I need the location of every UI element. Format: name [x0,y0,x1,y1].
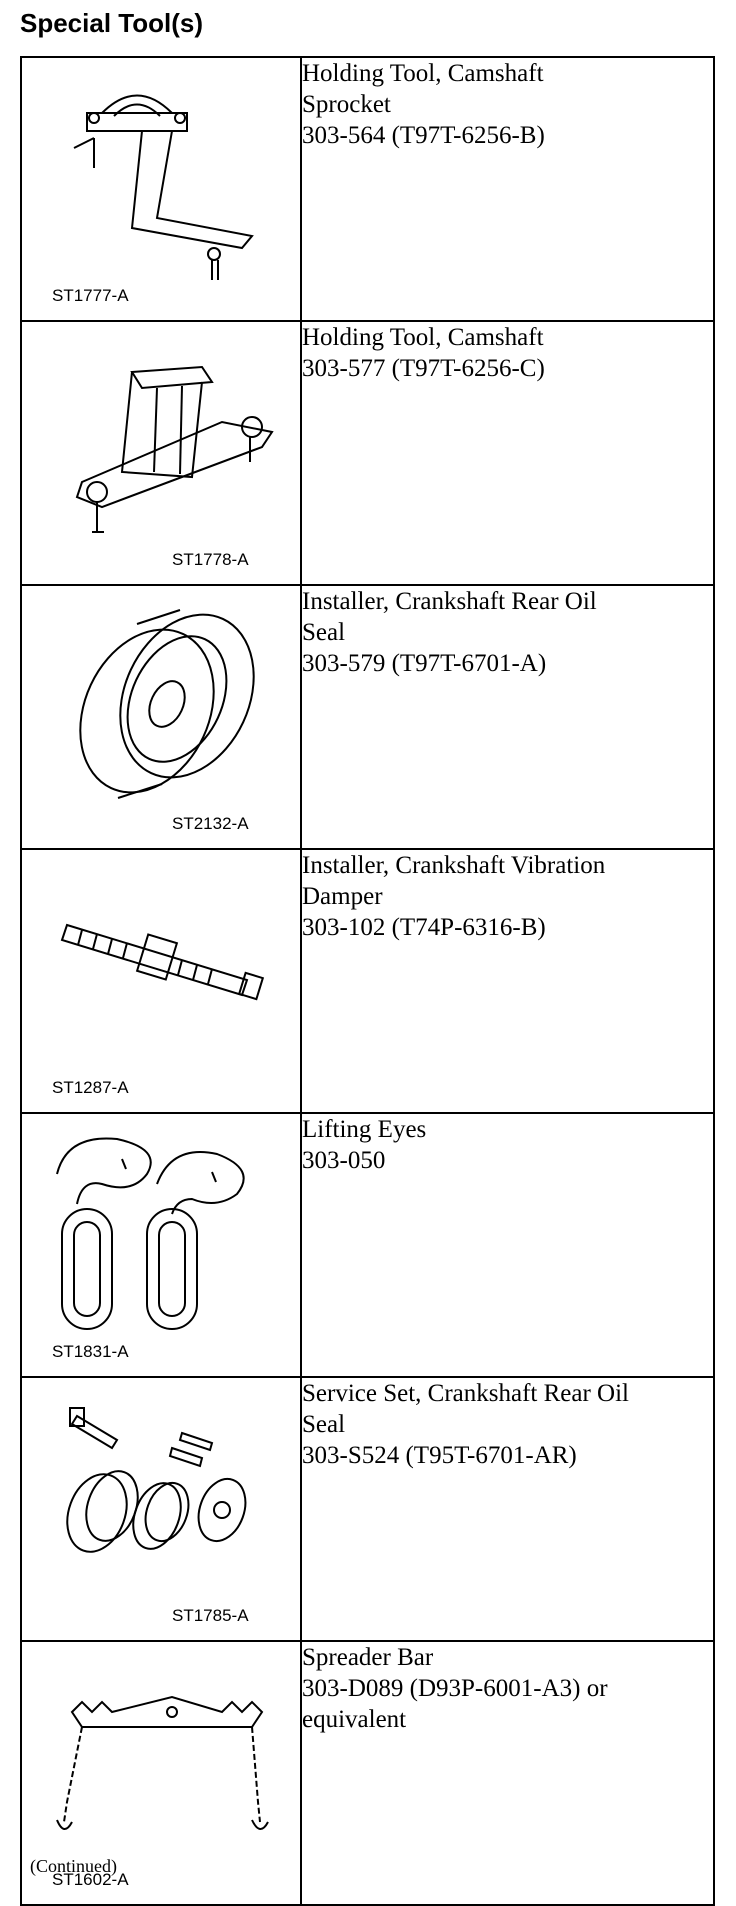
tool-row [21,1113,714,1377]
tool-illustration-cell [21,1377,301,1641]
tool-row [21,849,714,1113]
tool-description-line: Holding Tool, Camshaft [302,60,544,87]
tool-figure-code: ST1602-A [52,1870,129,1889]
continued-note: (Continued) [30,1856,117,1876]
tool-figure-code: ST1287-A [52,1078,129,1097]
tool-description-line: Installer, Crankshaft Vibration [302,852,606,879]
tool-description-line: Sprocket [302,91,391,118]
tool-description [301,1641,714,1905]
tool-description-line: Service Set, Crankshaft Rear Oil [302,1380,629,1407]
tool-row [21,1641,714,1905]
tool-figure-code: ST2132-A [172,814,249,833]
tool-description-line: Damper [302,883,383,910]
vibration-damper-installer-illustration [22,850,300,1112]
tool-figure-code: ST1777-A [52,286,129,305]
tool-row [21,321,714,585]
camshaft-sprocket-holding-tool-illustration [22,58,300,320]
tool-illustration-cell [21,321,301,585]
tool-description [301,1113,714,1377]
tool-description-line: 303-050 [302,1147,386,1174]
tool-description-line: 303-D089 (D93P-6001-A3) or [302,1675,608,1702]
tool-description-line: Spreader Bar [302,1644,434,1671]
tool-description-line: 303-579 (T97T-6701-A) [302,650,547,677]
tool-description-line: 303-102 (T74P-6316-B) [302,914,546,941]
page-heading: Special Tool(s) [20,8,203,38]
special-tools-table [20,56,715,1906]
tool-illustration-cell [21,849,301,1113]
tool-figure-code: ST1831-A [52,1342,129,1361]
tool-description [301,321,714,585]
tool-description [301,57,714,321]
tool-description-line: 303-577 (T97T-6256-C) [302,355,545,382]
lifting-eyes-illustration [22,1114,300,1376]
tool-description [301,1377,714,1641]
tool-figure-code: ST1778-A [172,550,249,569]
tool-description [301,585,714,849]
tool-description-line: Installer, Crankshaft Rear Oil [302,588,597,615]
rear-oil-seal-service-set-illustration [22,1378,300,1640]
tool-illustration-cell [21,57,301,321]
rear-oil-seal-installer-illustration [22,586,300,848]
camshaft-holding-tool-illustration [22,322,300,584]
tool-illustration-cell [21,585,301,849]
tool-row [21,585,714,849]
tool-description-line: 303-564 (T97T-6256-B) [302,122,545,149]
tool-description-line: 303-S524 (T95T-6701-AR) [302,1442,577,1469]
tool-description-line: Lifting Eyes [302,1116,427,1143]
tool-illustration-cell [21,1113,301,1377]
tool-description-line: Seal [302,619,346,646]
tool-row [21,1377,714,1641]
tool-description-line: Holding Tool, Camshaft [302,324,544,351]
tool-description-line: Seal [302,1411,346,1438]
tool-row [21,57,714,321]
tool-figure-code: ST1785-A [172,1606,249,1625]
tool-description [301,849,714,1113]
tool-description-line: equivalent [302,1706,407,1733]
